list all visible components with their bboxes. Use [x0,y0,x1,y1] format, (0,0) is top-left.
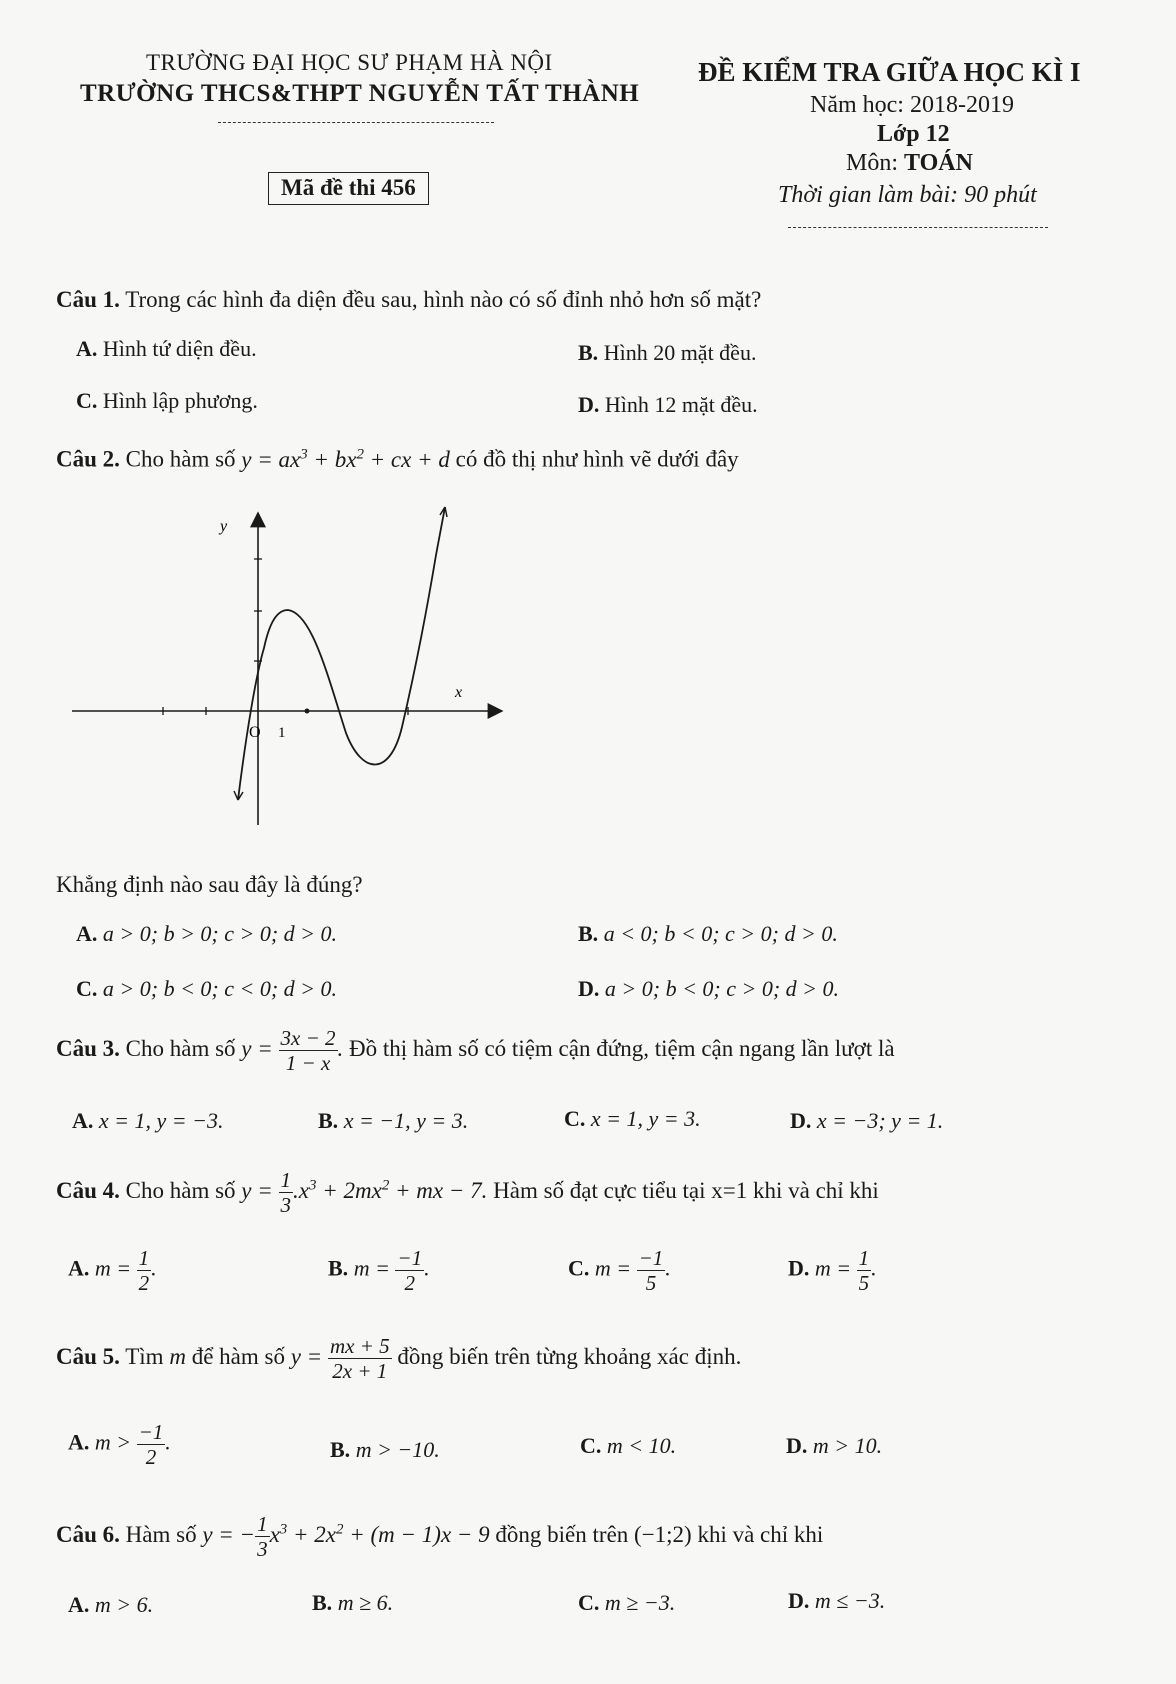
q4-option-a[interactable]: A. m = $\frac{1}{2}$ . [68,1246,157,1296]
q2-option-a[interactable] [76,921,337,947]
q3-label: Câu 3. [56,1035,120,1061]
header-divider-left [218,122,494,123]
q3-option-b[interactable] [318,1108,468,1134]
question-3 [56,1026,895,1075]
q6-b-letter: B. [312,1590,333,1615]
q6-option-c[interactable] [578,1590,675,1616]
q2-a-letter: A. [76,921,98,946]
school-name: TRƯỜNG THCS&THPT NGUYỄN TẤT THÀNH [80,80,640,107]
grade: Lớp 12 [877,121,950,147]
q6-post: đồng biến trên (−1;2) khi và chỉ khi [489,1521,824,1547]
q1-option-b[interactable] [578,340,756,366]
q6-c-letter: C. [578,1590,600,1615]
q2-pre: Cho hàm số [119,446,242,472]
q2-a-text: a > 0; b > 0; c > 0; d > 0. [102,921,338,946]
q3-d-letter: D. [790,1108,812,1133]
q3-fraction: $\frac{3x - 2}{1 - x}$ [280,1026,336,1076]
q6-option-b[interactable] [312,1590,393,1616]
q6-option-d[interactable] [788,1588,885,1614]
q3-c-text: x = 1, y = 3. [590,1106,701,1131]
school-year: Năm học: 2018-2019 [810,92,1014,118]
time-limit: Thời gian làm bài: 90 phút [778,182,1037,208]
q2-c-letter: C. [76,976,98,1001]
q1-label: Câu 1. [56,287,120,312]
question-5 [56,1334,741,1383]
exam-title: ĐỀ KIỂM TRA GIỮA HỌC KÌ I [698,57,1081,87]
q5-b-text: m > −10. [355,1437,440,1462]
q2-c-text: a > 0; b < 0; c < 0; d > 0. [102,976,338,1001]
x-axis-label: x [455,684,463,701]
q5-a-letter: A. [68,1429,90,1455]
q2-option-b[interactable] [578,921,838,947]
q6-d-text: m ≤ −3. [814,1588,886,1613]
q4-formula: y = $\frac{1}{3}$ $.x^3 + 2mx^2$ + mx − 7. [241,1168,488,1218]
q3-b-letter: B. [318,1108,339,1133]
q3-a-letter: A. [72,1108,94,1133]
q5-c-text: m < 10. [606,1433,677,1458]
q4-option-b[interactable]: B. m = $\frac{-1}{2}$ . [328,1246,430,1296]
q6-d-letter: D. [788,1588,810,1613]
q2-d-text: a > 0; b < 0; c > 0; d > 0. [604,976,840,1001]
q2-post: có đồ thị như hình vẽ dưới đây [449,446,739,472]
q4-b-letter: B. [328,1255,349,1281]
q6-fraction: $\frac{1}{3}$ [257,1512,268,1562]
q4-label: Câu 4. [56,1177,120,1203]
q5-option-b[interactable] [330,1437,440,1463]
q3-pre: Cho hàm số [119,1035,242,1061]
cubic-graph [60,505,510,830]
q3-c-letter: C. [564,1106,586,1131]
question-1 [56,287,761,313]
origin-label: O [249,724,261,741]
cubic-curve [238,507,445,800]
q1-b-letter: B. [578,340,599,365]
q4-b-frac: $\frac{-1}{2}$ [397,1246,423,1296]
q2-label: Câu 2. [56,446,120,472]
q5-mid: để hàm số [185,1343,291,1369]
q4-c-frac: $\frac{-1}{5}$ [638,1246,664,1296]
q1-option-a[interactable] [76,336,257,362]
q5-option-d[interactable] [786,1433,882,1459]
q5-post: đồng biến trên từng khoảng xác định. [391,1343,742,1369]
q2-d-letter: D. [578,976,600,1001]
point-x-1 [305,709,310,714]
subject-line [846,150,973,177]
subject-name: TOÁN [904,150,973,176]
q5-formula: y = $\frac{mx + 5}{2x + 1}$ [290,1334,390,1384]
q1-a-text: Hình tứ diện đều. [102,336,257,361]
q6-c-text: m ≥ −3. [604,1590,676,1615]
q2-b-text: a < 0; b < 0; c > 0; d > 0. [603,921,838,946]
q5-fraction: $\frac{mx + 5}{2x + 1}$ [329,1334,390,1384]
q2-b-letter: B. [578,921,599,946]
q5-c-letter: C. [580,1433,602,1458]
q4-d-letter: D. [788,1255,810,1281]
y-axis-label: y [220,518,228,535]
q5-option-c[interactable] [580,1433,676,1459]
q5-label: Câu 5. [56,1343,120,1369]
q4-a-letter: A. [68,1255,90,1281]
q1-c-letter: C. [76,388,98,413]
q3-option-c[interactable] [564,1106,701,1132]
q2-option-c[interactable] [76,976,337,1002]
q3-b-text: x = −1, y = 3. [343,1108,469,1133]
q5-d-letter: D. [786,1433,808,1458]
q6-a-letter: A. [68,1592,90,1617]
q4-option-c[interactable]: C. m = $\frac{-1}{5}$ . [568,1246,671,1296]
q4-pre: Cho hàm số [119,1177,242,1203]
q1-option-d[interactable] [578,392,758,418]
question-4 [56,1168,879,1217]
q4-c-letter: C. [568,1255,590,1281]
q6-label: Câu 6. [56,1521,120,1547]
q1-text: Trong các hình đa diện đều sau, hình nào có số đỉnh nhỏ hơn số mặt? [119,287,762,312]
q5-option-a[interactable]: A. m > $\frac{-1}{2}$ . [68,1420,171,1470]
q3-formula: y = $\frac{3x - 2}{1 - x}$ . [241,1026,344,1076]
q6-pre: Hàm số [119,1521,203,1547]
q3-post: Đồ thị hàm số có tiệm cận đứng, tiệm cận ngang lần lượt là [343,1035,895,1061]
q4-option-d[interactable]: D. m = $\frac{1}{5}$ . [788,1246,877,1296]
q2-question: Khẳng định nào sau đây là đúng? [56,872,363,897]
q4-fraction: $\frac{1}{3}$ [280,1168,292,1218]
q3-option-a[interactable] [72,1108,223,1134]
q3-a-text: x = 1, y = −3. [98,1108,224,1133]
q3-option-d[interactable] [790,1108,943,1134]
exam-code-box: Mã đề thi 456 [268,172,429,205]
q1-option-c[interactable] [76,388,258,414]
question-2 [56,446,739,473]
q6-option-a[interactable] [68,1592,153,1618]
q4-a-frac: $\frac{1}{2}$ [138,1246,150,1296]
q5-pre: Tìm [119,1343,170,1369]
q5-d-text: m > 10. [812,1433,883,1458]
q5-var: m [169,1343,186,1369]
subject-label: Môn: [846,150,905,176]
q3-d-text: x = −3; y = 1. [816,1108,944,1133]
q2-formula: $y = ax^3 + bx^2$ + cx + d [241,446,450,472]
q6-formula: y = − $\frac{1}{3}$ $x^3 + 2x^2 + (m - 1)x - 9$ [202,1512,490,1562]
q5-b-letter: B. [330,1437,351,1462]
question-6 [56,1512,823,1561]
q1-d-text: Hình 12 mặt đều. [604,392,758,417]
q6-b-text: m ≥ 6. [337,1590,394,1615]
university-name: TRƯỜNG ĐẠI HỌC SƯ PHẠM HÀ NỘI [146,50,553,75]
q6-a-text: m > 6. [94,1592,154,1617]
q5-a-frac: $\frac{-1}{2}$ [138,1420,164,1470]
x-tick-label-1: 1 [278,725,286,741]
q2-option-d[interactable] [578,976,839,1002]
q4-d-frac: $\frac{1}{5}$ [858,1246,870,1296]
q1-d-letter: D. [578,392,600,417]
q4-post: Hàm số đạt cực tiểu tại x=1 khi và chỉ khi [487,1177,879,1203]
q1-a-letter: A. [76,336,98,361]
q1-c-text: Hình lập phương. [102,388,258,413]
header-divider-right [788,227,1048,228]
q1-b-text: Hình 20 mặt đều. [603,340,757,365]
